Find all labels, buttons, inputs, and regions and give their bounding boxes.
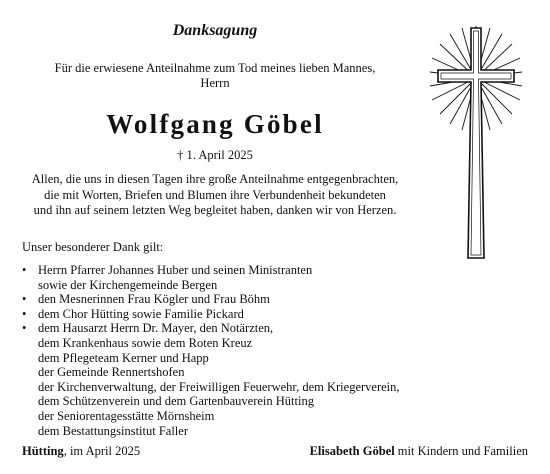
list-item-line: dem Schützenverein und dem Gartenbauverein Hütting bbox=[38, 394, 314, 409]
list-item bbox=[22, 307, 400, 322]
list-item-line: den Mesnerinnen Frau Kögler und Frau Böhm bbox=[38, 292, 270, 307]
list-item-line: der Gemeinde Rennertshofen bbox=[38, 365, 185, 380]
cross-shape bbox=[438, 28, 514, 258]
thanks-line: die mit Worten, Briefen und Blumen ihre Verbundenheit bekundeten bbox=[44, 187, 386, 202]
footer-place: Hütting bbox=[22, 444, 64, 458]
list-item-line: dem Bestattungsinstitut Faller bbox=[38, 423, 188, 438]
footer-signature bbox=[310, 444, 528, 459]
bullet: • bbox=[22, 292, 27, 307]
list-item-line: dem Chor Hütting sowie Familie Pickard bbox=[38, 306, 244, 321]
intro-line: Für die erwiesene Anteilnahme zum Tod meines lieben Mannes, bbox=[54, 61, 376, 75]
footer-signer: Elisabeth Göbel bbox=[309, 444, 395, 458]
list-item-line: dem Pflegeteam Kerner und Happ bbox=[38, 350, 209, 365]
thanks-line: Allen, die uns in diesen Tagen ihre große Anteilnahme entgegenbrachten, bbox=[31, 172, 399, 186]
list-item-line: dem Hausarzt Herrn Dr. Mayer, den Notärzten, bbox=[38, 321, 274, 336]
intro-line: Herrn bbox=[200, 76, 230, 90]
list-item-line: Herrn Pfarrer Johannes Huber und seinen Ministranten bbox=[38, 263, 313, 277]
special-thanks-list bbox=[22, 263, 400, 438]
list-item bbox=[22, 292, 400, 307]
bullet: • bbox=[22, 263, 27, 277]
bullet: • bbox=[22, 321, 27, 336]
cross-icon bbox=[428, 20, 524, 270]
list-item-line: der Seniorentagesstätte Mörnsheim bbox=[38, 408, 215, 423]
thanks-text bbox=[0, 172, 430, 219]
list-item-line: sowie der Kirchengemeinde Bergen bbox=[38, 277, 218, 292]
footer-signer-suffix: mit Kindern und Familien bbox=[394, 444, 528, 458]
death-date: † 1. April 2025 bbox=[177, 148, 253, 162]
bullet: • bbox=[22, 306, 27, 321]
special-thanks-heading: Unser besonderer Dank gilt: bbox=[22, 240, 164, 254]
notice-heading: Danksagung bbox=[172, 22, 258, 39]
footer-date: , im April 2025 bbox=[63, 444, 141, 458]
list-item-line: der Kirchenverwaltung, der Freiwilligen Feuerwehr, dem Kriegerverein, bbox=[38, 379, 400, 394]
thanks-line: und ihn auf seinem letzten Weg begleitet haben, danken wir von Herzen. bbox=[33, 203, 397, 217]
intro-text bbox=[0, 61, 430, 91]
list-item bbox=[22, 263, 400, 292]
deceased-name: Wolfgang Göbel bbox=[106, 109, 324, 139]
list-item bbox=[22, 321, 400, 438]
footer-place-date bbox=[22, 444, 140, 459]
list-item-line: dem Krankenhaus sowie dem Roten Kreuz bbox=[38, 335, 253, 350]
